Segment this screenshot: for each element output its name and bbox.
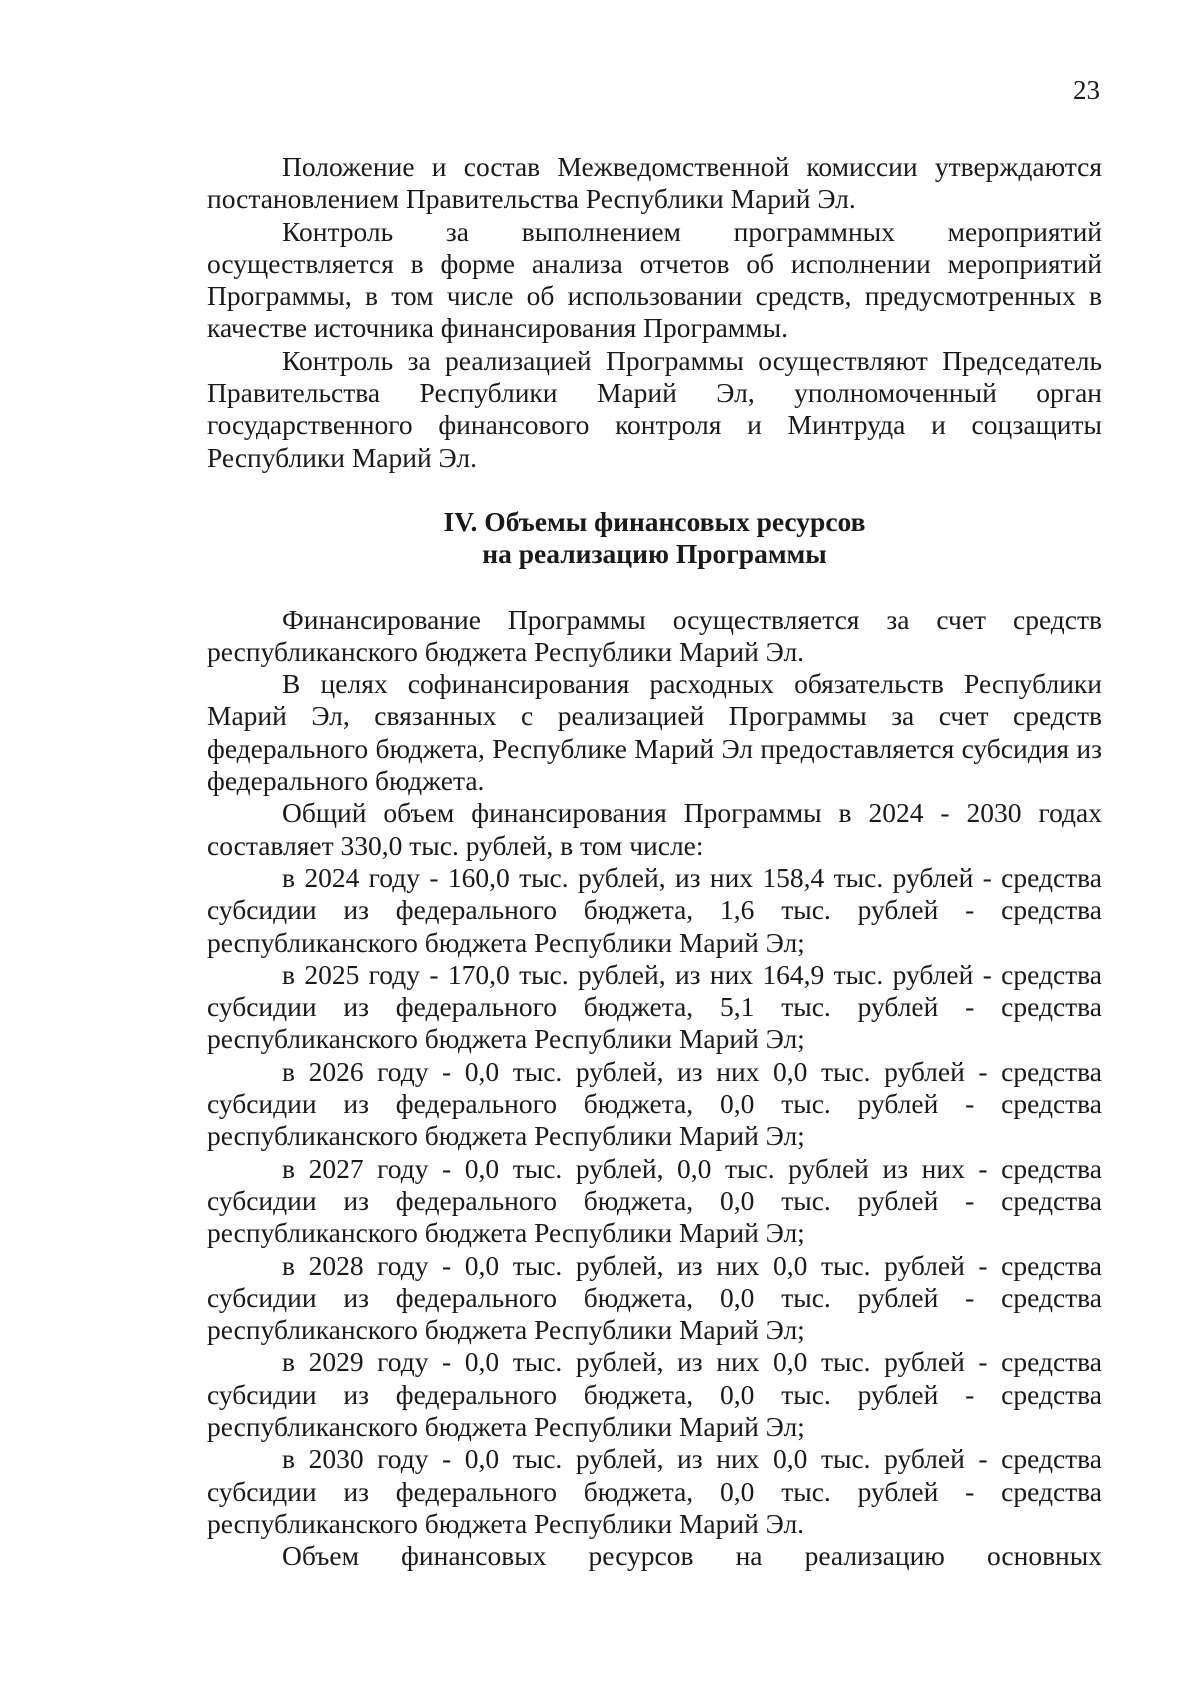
section-heading-line2: на реализацию Программы <box>482 538 827 570</box>
paragraph-control-implementation: Контроль за реализацией Программы осуществляют Председатель Правительства Республики Марий Эл, уполномоченный орган государственного финансового контроля и Минтруда и соцзащиты Республики Марий Эл. <box>207 344 1102 473</box>
paragraph-cofinancing: В целях софинансирования расходных обязательств Республики Марий Эл, связанных с реализацией Программы за счет средств федерального бюджета, Республике Марий Эл предоставляется субсидия из федерального бюджета. <box>207 668 1102 797</box>
section-heading-line1: IV. Объемы финансовых ресурсов <box>443 505 866 537</box>
section-heading <box>207 506 1102 571</box>
paragraph-financing-source: Финансирование Программы осуществляется за счет средств республиканского бюджета Республики Марий Эл. <box>207 603 1102 667</box>
document-body <box>207 151 1102 1572</box>
paragraph-commission: Положение и состав Межведомственной комиссии утверждаются постановлением Правительства Республики Марий Эл. <box>207 151 1102 215</box>
paragraph-total-volume: Общий объем финансирования Программы в 2024 - 2030 годах составляет 330,0 тыс. рублей, в том числе: <box>207 797 1102 861</box>
paragraph-volume-resources: Объем финансовых ресурсов на реализацию основных <box>282 1540 1102 1572</box>
paragraph-year-2030: в 2030 году - 0,0 тыс. рублей, из них 0,0 тыс. рублей - средства субсидии из федерального бюджета, 0,0 тыс. рублей - средства республиканского бюджета Республики Марий Эл. <box>207 1443 1102 1539</box>
paragraph-year-2025: в 2025 году - 170,0 тыс. рублей, из них 164,9 тыс. рублей - средства субсидии из федерального бюджета, 5,1 тыс. рублей - средства республиканского бюджета Республики Марий Эл; <box>207 958 1102 1055</box>
page-number: 23 <box>1073 75 1100 105</box>
paragraph-control-execution: Контроль за выполнением программных мероприятий осуществляется в форме анализа отчетов об исполнении мероприятий Программы, в том числе об использовании средств, предусмотренных в качестве источника финансирования Программы. <box>207 215 1102 344</box>
paragraph-year-2027: в 2027 году - 0,0 тыс. рублей, 0,0 тыс. рублей из них - средства субсидии из федерального бюджета, 0,0 тыс. рублей - средства республиканского бюджета Республики Марий Эл; <box>207 1152 1102 1249</box>
paragraph-year-2024: в 2024 году - 160,0 тыс. рублей, из них 158,4 тыс. рублей - средства субсидии из федерального бюджета, 1,6 тыс. рублей - средства республиканского бюджета Республики Марий Эл; <box>207 861 1102 958</box>
paragraph-year-2028: в 2028 году - 0,0 тыс. рублей, из них 0,0 тыс. рублей - средства субсидии из федерального бюджета, 0,0 тыс. рублей - средства республиканского бюджета Республики Марий Эл; <box>207 1249 1102 1346</box>
paragraph-year-2026: в 2026 году - 0,0 тыс. рублей, из них 0,0 тыс. рублей - средства субсидии из федерального бюджета, 0,0 тыс. рублей - средства республиканского бюджета Республики Марий Эл; <box>207 1055 1102 1152</box>
paragraph-year-2029: в 2029 году - 0,0 тыс. рублей, из них 0,0 тыс. рублей - средства субсидии из федерального бюджета, 0,0 тыс. рублей - средства республиканского бюджета Республики Марий Эл; <box>207 1346 1102 1442</box>
